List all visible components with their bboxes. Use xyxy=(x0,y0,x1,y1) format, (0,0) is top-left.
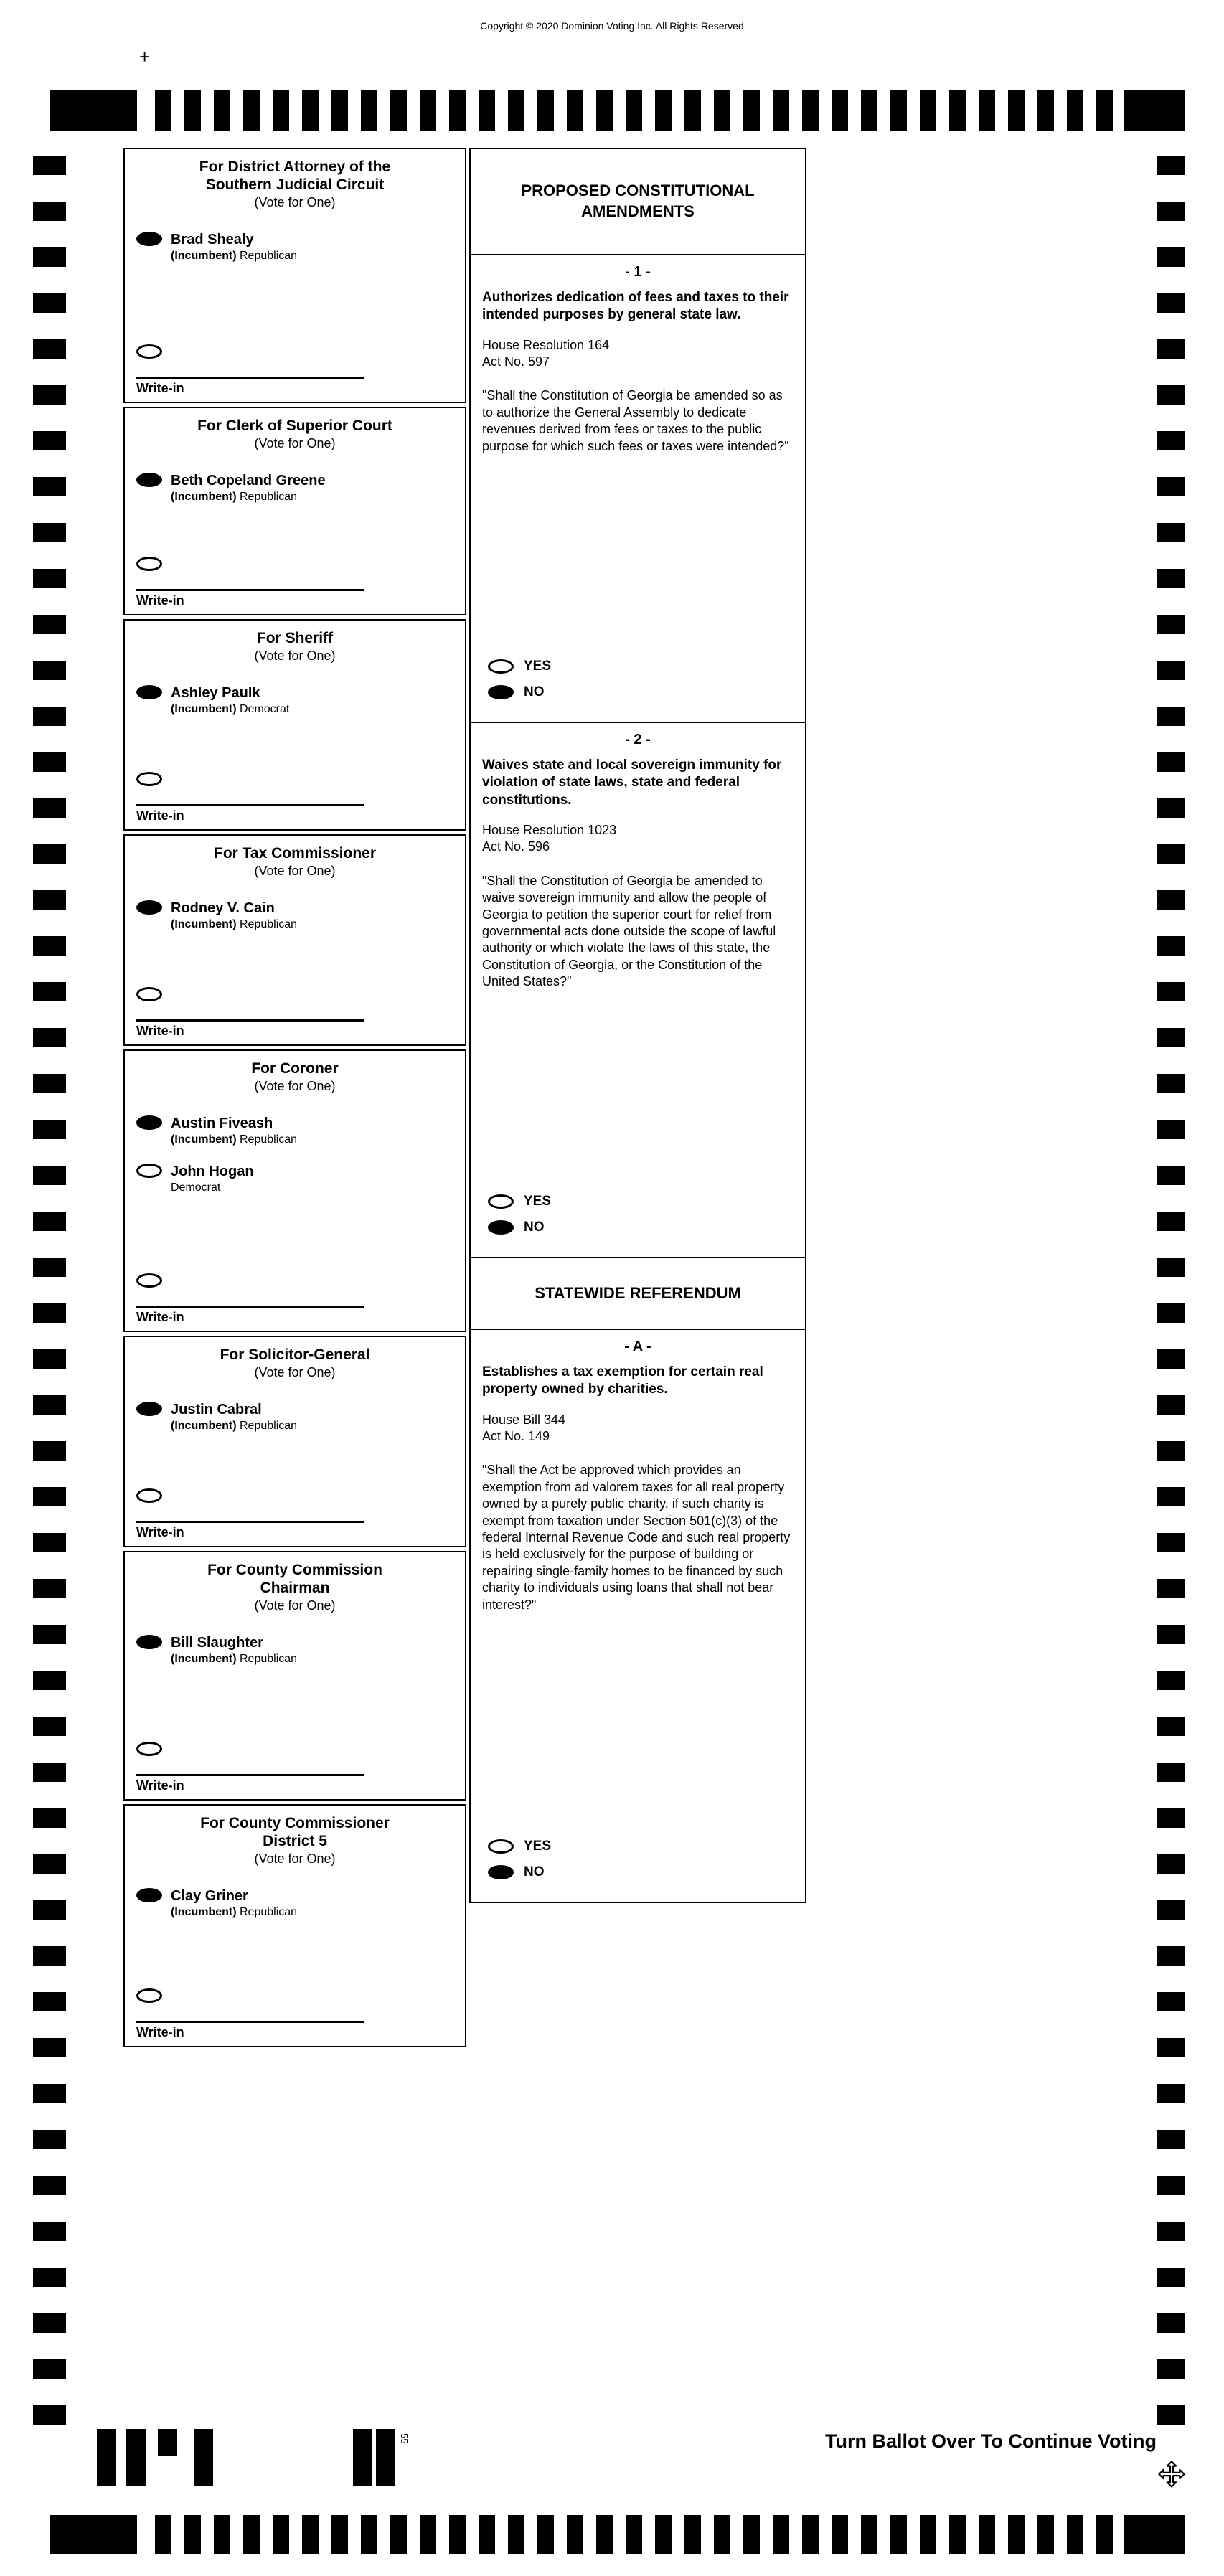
candidate-incumbent: (Incumbent) xyxy=(171,918,237,931)
measure-act-line: House Bill 344 xyxy=(482,1412,566,1427)
yes-option xyxy=(488,1839,794,1854)
candidate-name: Clay Griner xyxy=(171,1888,248,1905)
race-county-commissioner-district-5 xyxy=(123,1804,466,2047)
candidate-row xyxy=(136,1635,453,1667)
candidate-party: Republican xyxy=(240,491,298,504)
measure-number: - 2 - xyxy=(625,732,651,747)
stub-barcode-bar xyxy=(126,2429,146,2486)
write-in-oval[interactable] xyxy=(136,987,162,1001)
write-in-line[interactable] xyxy=(136,589,364,591)
no-oval[interactable] xyxy=(488,685,514,699)
candidate-party: Democrat xyxy=(240,703,290,716)
measure-number: - A - xyxy=(624,1339,651,1354)
race-title: For Clerk of Superior Court xyxy=(197,417,392,434)
vote-for-instruction: (Vote for One) xyxy=(254,1598,336,1613)
timing-marks-left xyxy=(33,156,66,2451)
write-in-area xyxy=(136,1480,453,1540)
write-in-line[interactable] xyxy=(136,2021,364,2023)
measure-act-line: Act No. 596 xyxy=(482,839,550,854)
vote-for-instruction: (Vote for One) xyxy=(254,1079,336,1094)
registration-plus-mark: + xyxy=(139,46,151,67)
copyright-text: Copyright © 2020 Dominion Voting Inc. All Rights Reserved xyxy=(480,20,744,32)
write-in-line[interactable] xyxy=(136,1019,364,1022)
no-label: NO xyxy=(524,684,545,699)
race-title: For County Commissioner District 5 xyxy=(200,1815,390,1850)
measures-column xyxy=(469,148,806,1903)
candidate-incumbent: (Incumbent) xyxy=(171,491,237,504)
timing-marks-right xyxy=(1157,156,1185,2451)
race-clerk-superior-court xyxy=(123,407,466,615)
yes-oval[interactable] xyxy=(488,1839,514,1854)
no-label: NO xyxy=(524,1864,545,1879)
write-in-label: Write-in xyxy=(136,1024,184,1038)
candidate-row xyxy=(136,1164,453,1196)
candidate-party: Republican xyxy=(240,1420,298,1433)
candidate-name: Beth Copeland Greene xyxy=(171,473,326,489)
amendments-header: PROPOSED CONSTITUTIONAL AMENDMENTS xyxy=(521,181,755,220)
vote-for-instruction: (Vote for One) xyxy=(254,436,336,451)
write-in-oval[interactable] xyxy=(136,1742,162,1756)
measure-number: - 1 - xyxy=(625,264,651,280)
referendum-a-section xyxy=(471,1329,805,1902)
race-county-commission-chairman xyxy=(123,1551,466,1801)
write-in-oval[interactable] xyxy=(136,772,162,786)
measure-act-line: House Resolution 164 xyxy=(482,337,610,352)
four-direction-arrow-icon xyxy=(1157,2459,1187,2493)
write-in-oval[interactable] xyxy=(136,1273,162,1288)
amendment-2-section xyxy=(471,722,805,1257)
yes-label: YES xyxy=(524,1839,552,1854)
timing-marks-top xyxy=(155,90,1116,131)
candidate-party: Republican xyxy=(240,1133,298,1146)
amendment-1-section xyxy=(471,254,805,722)
vote-for-instruction: (Vote for One) xyxy=(254,864,336,879)
vote-for-instruction: (Vote for One) xyxy=(254,648,336,664)
race-district-attorney xyxy=(123,148,466,403)
stub-barcode-bar xyxy=(194,2429,213,2486)
yes-option xyxy=(488,659,794,674)
candidate-row xyxy=(136,232,453,264)
vote-oval[interactable] xyxy=(136,1888,162,1902)
candidate-row xyxy=(136,1888,453,1920)
yes-label: YES xyxy=(524,1194,552,1209)
referendum-header: STATEWIDE REFERENDUM xyxy=(471,1257,805,1329)
yes-option xyxy=(488,1194,794,1209)
yes-label: YES xyxy=(524,659,552,674)
candidate-incumbent: (Incumbent) xyxy=(171,703,237,716)
measure-act-line: Act No. 597 xyxy=(482,354,550,369)
timing-marks-bottom xyxy=(155,2515,1116,2554)
write-in-label: Write-in xyxy=(136,808,184,823)
write-in-area xyxy=(136,336,453,396)
race-title: For County Commission Chairman xyxy=(207,1562,382,1597)
write-in-label: Write-in xyxy=(136,593,184,608)
candidate-incumbent: (Incumbent) xyxy=(171,1653,237,1666)
write-in-area xyxy=(136,1980,453,2040)
vote-for-instruction: (Vote for One) xyxy=(254,195,336,210)
yes-oval[interactable] xyxy=(488,659,514,674)
no-oval[interactable] xyxy=(488,1865,514,1879)
no-oval[interactable] xyxy=(488,1220,514,1235)
measure-act-line: House Resolution 1023 xyxy=(482,822,617,837)
race-tax-commissioner xyxy=(123,834,466,1046)
candidate-name: Bill Slaughter xyxy=(171,1635,263,1651)
vote-oval[interactable] xyxy=(136,1402,162,1416)
write-in-line[interactable] xyxy=(136,804,364,806)
turn-ballot-over-instruction: Turn Ballot Over To Continue Voting xyxy=(825,2430,1157,2452)
candidate-incumbent: (Incumbent) xyxy=(171,250,237,263)
no-option xyxy=(488,684,794,700)
candidate-name: Ashley Paulk xyxy=(171,685,260,702)
candidate-row xyxy=(136,900,453,933)
stub-barcode-bar xyxy=(158,2429,177,2456)
candidate-party: Republican xyxy=(240,1653,298,1666)
candidate-party: Republican xyxy=(240,1906,298,1919)
candidate-name: Austin Fiveash xyxy=(171,1115,273,1132)
candidate-row xyxy=(136,473,453,505)
write-in-area xyxy=(136,763,453,824)
candidate-incumbent: (Incumbent) xyxy=(171,1420,237,1433)
candidate-party: Republican xyxy=(240,250,298,263)
no-option xyxy=(488,1864,794,1880)
race-coroner xyxy=(123,1049,466,1332)
candidate-name: Brad Shealy xyxy=(171,232,254,248)
timing-block-bottom-left xyxy=(50,2515,137,2554)
vote-oval[interactable] xyxy=(136,685,162,699)
stub-barcode-bar xyxy=(353,2429,372,2486)
timing-block-bottom-right xyxy=(1124,2515,1185,2554)
race-sheriff xyxy=(123,619,466,831)
no-label: NO xyxy=(524,1219,545,1235)
candidate-races-column xyxy=(123,148,466,2051)
no-option xyxy=(488,1219,794,1235)
race-solicitor-general xyxy=(123,1336,466,1547)
candidate-row xyxy=(136,1402,453,1434)
race-title: For District Attorney of the Southern Judicial Circuit xyxy=(199,159,391,194)
write-in-line[interactable] xyxy=(136,1306,364,1308)
measure-question: "Shall the Constitution of Georgia be amended to waive sovereign immunity and allow the people of Georgia to petition the superior court for relief from governmental acts done outside the scope of lawful authority or which violate the laws of this state, the Constitution of Georgia, or the Constitution of the United States?" xyxy=(482,873,776,989)
stub-barcode-bar xyxy=(97,2429,116,2486)
write-in-line[interactable] xyxy=(136,1521,364,1523)
race-title: For Solicitor-General xyxy=(220,1346,370,1363)
vote-oval[interactable] xyxy=(136,1164,162,1178)
vote-for-instruction: (Vote for One) xyxy=(254,1365,336,1380)
write-in-label: Write-in xyxy=(136,381,184,395)
vote-oval[interactable] xyxy=(136,900,162,915)
yes-oval[interactable] xyxy=(488,1194,514,1209)
write-in-label: Write-in xyxy=(136,1310,184,1324)
measure-question: "Shall the Constitution of Georgia be amended so as to authorize the General Assembly to dedicate revenues derived from fees or taxes to the public purpose for which such fees or taxes were intended?" xyxy=(482,388,789,453)
measure-summary: Establishes a tax exemption for certain real property owned by charities. xyxy=(482,1364,763,1397)
measure-act-line: Act No. 149 xyxy=(482,1429,550,1444)
timing-block-top-right xyxy=(1124,90,1185,131)
write-in-line[interactable] xyxy=(136,1774,364,1776)
timing-block-top-left xyxy=(50,90,137,131)
vote-oval[interactable] xyxy=(136,232,162,246)
write-in-label: Write-in xyxy=(136,2025,184,2039)
candidate-party: Democrat xyxy=(171,1181,221,1194)
candidate-name: Justin Cabral xyxy=(171,1402,262,1418)
write-in-label: Write-in xyxy=(136,1778,184,1793)
race-title: For Sheriff xyxy=(256,630,334,646)
candidate-row xyxy=(136,1115,453,1148)
write-in-area xyxy=(136,1733,453,1793)
vote-for-instruction: (Vote for One) xyxy=(254,1851,336,1867)
candidate-incumbent: (Incumbent) xyxy=(171,1133,237,1146)
write-in-oval[interactable] xyxy=(136,1988,162,2003)
stub-number: 55 xyxy=(399,2433,410,2444)
candidate-name: Rodney V. Cain xyxy=(171,900,275,917)
write-in-oval[interactable] xyxy=(136,344,162,359)
measure-summary: Waives state and local sovereign immunity for violation of state laws, state and federal constitutions. xyxy=(482,758,782,808)
write-in-oval[interactable] xyxy=(136,557,162,571)
race-title: For Tax Commissioner xyxy=(214,845,376,862)
write-in-line[interactable] xyxy=(136,377,364,379)
candidate-party: Republican xyxy=(240,918,298,931)
stub-barcode-bar xyxy=(376,2429,395,2486)
vote-oval[interactable] xyxy=(136,473,162,487)
vote-oval[interactable] xyxy=(136,1115,162,1130)
candidate-row xyxy=(136,685,453,717)
write-in-label: Write-in xyxy=(136,1525,184,1539)
candidate-incumbent: (Incumbent) xyxy=(171,1906,237,1919)
race-title: For Coroner xyxy=(251,1060,339,1077)
measure-summary: Authorizes dedication of fees and taxes to their intended purposes by general state law. xyxy=(482,290,789,323)
measure-question: "Shall the Act be approved which provides an exemption from ad valorem taxes for all real property owned by a purely public charity, if such charity is exempt from taxation under Section 501(c)(3) of the federal Internal Revenue Code and such real property is held exclusively for the purpose of building or repairing single-family homes to be financed by such charity to individuals using loans that shall not bear interest?" xyxy=(482,1463,791,1612)
write-in-area xyxy=(136,978,453,1039)
write-in-area xyxy=(136,548,453,608)
write-in-oval[interactable] xyxy=(136,1488,162,1503)
vote-oval[interactable] xyxy=(136,1635,162,1649)
write-in-area xyxy=(136,1265,453,1325)
candidate-name: John Hogan xyxy=(171,1163,254,1179)
